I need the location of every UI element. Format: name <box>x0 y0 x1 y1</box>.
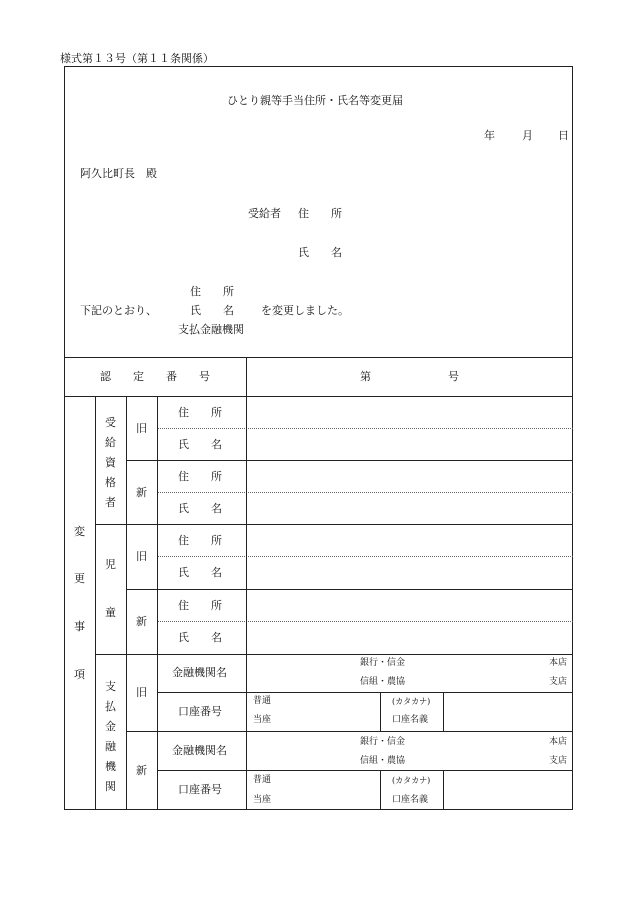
account-current: 当座 <box>253 715 272 725</box>
statement-item-address: 住 所 <box>190 285 234 298</box>
field-label-name: 氏 名 <box>178 502 222 515</box>
rule <box>157 770 573 771</box>
field-label-account-number: 口座番号 <box>178 783 222 796</box>
rule <box>443 770 444 810</box>
account-holder-label: 口座名義 <box>392 795 429 805</box>
rule <box>246 357 247 810</box>
old-label: 旧 <box>136 686 147 699</box>
field-label-bank-name: 金融機関名 <box>172 744 227 757</box>
cert-number-value: 第 号 <box>360 370 459 383</box>
field-label-bank-name: 金融機関名 <box>172 666 227 679</box>
group-bank-char: 機 <box>105 760 116 773</box>
account-current: 当座 <box>253 795 272 805</box>
account-kana-note: (カタカナ) <box>392 776 431 785</box>
dotted-rule <box>157 556 573 557</box>
group-child-char: 児 <box>105 558 116 571</box>
bank-type-union-agri: 信組・農協 <box>360 677 406 687</box>
group-recipient-char: 資 <box>105 456 116 469</box>
date-month: 月 <box>522 129 533 142</box>
group-bank-char: 関 <box>105 780 116 793</box>
addressee: 阿久比町長 殿 <box>80 167 157 180</box>
bank-type-union-agri: 信組・農協 <box>360 756 406 766</box>
rule <box>64 396 573 397</box>
bank-head-office: 本店 <box>549 737 568 747</box>
group-bank-char: 支 <box>105 680 116 693</box>
new-label: 新 <box>136 764 147 777</box>
new-label: 新 <box>136 486 147 499</box>
field-label-name: 氏 名 <box>178 438 222 451</box>
rule <box>126 460 573 461</box>
account-ordinary: 普通 <box>253 696 272 706</box>
rule <box>380 770 381 810</box>
group-recipient-char: 受 <box>105 416 116 429</box>
group-child-char: 童 <box>105 606 116 619</box>
group-bank-char: 払 <box>105 700 116 713</box>
account-kana-note: (カタカナ) <box>392 697 431 706</box>
bank-head-office: 本店 <box>549 658 568 668</box>
old-label: 旧 <box>136 550 147 563</box>
rule <box>126 731 573 732</box>
rule <box>443 692 444 731</box>
group-bank-char: 金 <box>105 720 116 733</box>
rule <box>157 692 573 693</box>
field-label-name: 氏 名 <box>178 631 222 644</box>
dotted-rule <box>157 428 573 429</box>
rule <box>64 357 573 358</box>
field-label-address: 住 所 <box>178 470 222 483</box>
applicant-address-label: 住 所 <box>298 207 342 220</box>
group-bank-char: 融 <box>105 740 116 753</box>
section-label-char: 項 <box>74 668 85 681</box>
account-holder-label: 口座名義 <box>392 715 429 725</box>
form-title: ひとり親等手当住所・氏名等変更届 <box>227 94 403 107</box>
statement-item-name: 氏 名 <box>190 304 234 317</box>
statement-suffix: を変更しました。 <box>261 304 349 317</box>
cert-number-label: 認 定 番 号 <box>100 370 210 383</box>
bank-branch: 支店 <box>549 677 568 687</box>
new-label: 新 <box>136 615 147 628</box>
section-label-char: 事 <box>74 620 85 633</box>
account-ordinary: 普通 <box>253 775 272 785</box>
rule <box>126 589 573 590</box>
section-label-char: 変 <box>74 525 85 538</box>
bank-type-bank-credit: 銀行・信金 <box>360 658 406 668</box>
applicant-role: 受給者 <box>248 207 281 220</box>
applicant-name-label: 氏 名 <box>298 246 342 259</box>
field-label-address: 住 所 <box>178 406 222 419</box>
rule <box>380 692 381 731</box>
field-label-address: 住 所 <box>178 534 222 547</box>
rule <box>95 654 573 655</box>
bank-type-bank-credit: 銀行・信金 <box>360 737 406 747</box>
rule <box>126 396 127 810</box>
dotted-rule <box>157 621 573 622</box>
group-recipient-char: 給 <box>105 436 116 449</box>
date-day: 日 <box>558 129 569 142</box>
field-label-address: 住 所 <box>178 599 222 612</box>
section-label-char: 更 <box>74 572 85 585</box>
field-label-name: 氏 名 <box>178 566 222 579</box>
old-label: 旧 <box>136 422 147 435</box>
dotted-rule <box>157 492 573 493</box>
date-year: 年 <box>484 129 495 142</box>
group-recipient-char: 者 <box>105 496 116 509</box>
field-label-account-number: 口座番号 <box>178 705 222 718</box>
statement-item-bank: 支払金融機関 <box>178 323 244 336</box>
rule <box>157 396 158 810</box>
group-recipient-char: 格 <box>105 476 116 489</box>
statement-prefix: 下記のとおり、 <box>80 304 157 317</box>
bank-branch: 支店 <box>549 756 568 766</box>
form-number: 様式第１３号（第１１条関係） <box>60 52 214 65</box>
rule <box>95 524 573 525</box>
